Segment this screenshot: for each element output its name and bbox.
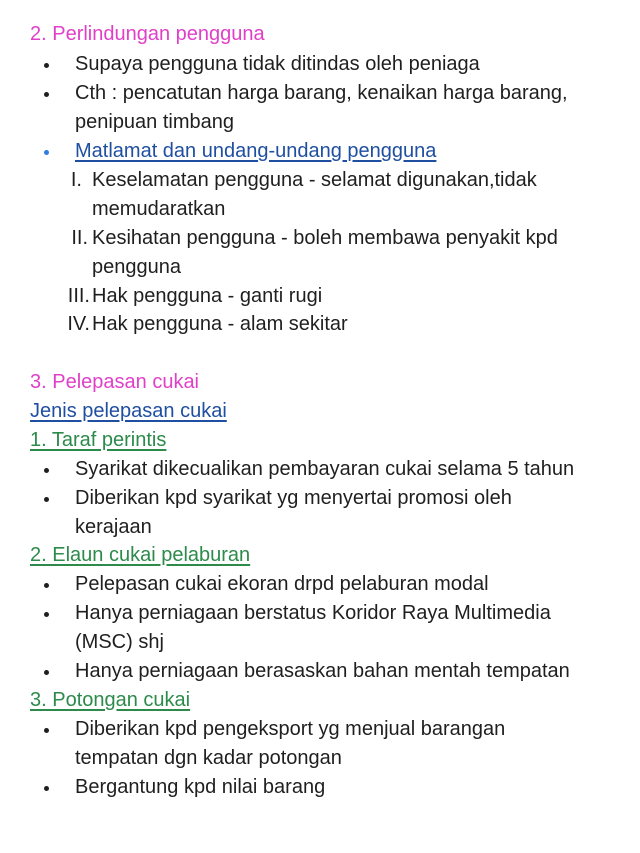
section-2-bullet-1: Supaya pengguna tidak ditindas oleh peniaga [75, 53, 480, 75]
roman-item-1-line-1: Keselamatan pengguna - selamat digunakan,tidak [92, 169, 537, 191]
section-2-subheading: Matlamat dan undang-undang pengguna [75, 140, 437, 162]
section-2-heading: 2. Perlindungan pengguna [30, 23, 265, 45]
group-1-title: 1. Taraf perintis [30, 429, 167, 451]
group-2-bullet-3: Hanya perniagaan berasaskan bahan mentah tempatan [75, 660, 570, 682]
bullet-icon [44, 150, 49, 155]
group-3-bullet-1-line-2: tempatan dgn kadar potongan [75, 747, 342, 769]
section-2-bullet-2-line-2: penipuan timbang [75, 111, 235, 133]
roman-item-2-line-2: pengguna [92, 256, 181, 278]
roman-numeral-1: I. [70, 169, 82, 191]
group-2-bullet-2-line-1: Hanya perniagaan berstatus Koridor Raya Multimedia [75, 602, 551, 624]
roman-item-3-line-1: Hak pengguna - ganti rugi [92, 285, 323, 307]
roman-item-1-line-2: memudaratkan [92, 198, 226, 220]
bullet-icon [44, 728, 49, 733]
bullet-icon [44, 468, 49, 473]
roman-item-2-line-1: Kesihatan pengguna - boleh membawa penyakit kpd [92, 227, 558, 249]
group-2-bullet-1: Pelepasan cukai ekoran drpd pelaburan modal [75, 573, 489, 595]
bullet-icon [44, 92, 49, 97]
bullet-icon [44, 497, 49, 502]
roman-numeral-3: III. [67, 285, 90, 307]
group-1-bullet-1: Syarikat dikecualikan pembayaran cukai selama 5 tahun [75, 458, 575, 480]
group-2-title: 2. Elaun cukai pelaburan [30, 544, 251, 566]
bullet-icon [44, 612, 49, 617]
group-3-bullet-1-line-1: Diberikan kpd pengeksport yg menjual barangan [75, 718, 506, 740]
section-2-bullet-2-line-1: Cth : pencatutan harga barang, kenaikan harga barang, [75, 82, 568, 104]
section-3-heading: 3. Pelepasan cukai [30, 371, 200, 393]
group-3-bullet-2: Bergantung kpd nilai barang [75, 776, 326, 798]
bullet-icon [44, 63, 49, 68]
roman-numeral-4: IV. [67, 313, 90, 335]
group-1-bullet-2-line-2: kerajaan [75, 516, 152, 538]
group-2-bullet-2-line-2: (MSC) shj [75, 631, 164, 653]
roman-item-4-line-1: Hak pengguna - alam sekitar [92, 313, 348, 335]
roman-numeral-2: II. [71, 227, 88, 249]
section-3-subheading: Jenis pelepasan cukai [30, 400, 227, 422]
group-3-title: 3. Potongan cukai [30, 689, 191, 711]
bullet-icon [44, 786, 49, 791]
bullet-icon [44, 583, 49, 588]
bullet-icon [44, 670, 49, 675]
group-1-bullet-2-line-1: Diberikan kpd syarikat yg menyertai promosi oleh [75, 487, 512, 509]
